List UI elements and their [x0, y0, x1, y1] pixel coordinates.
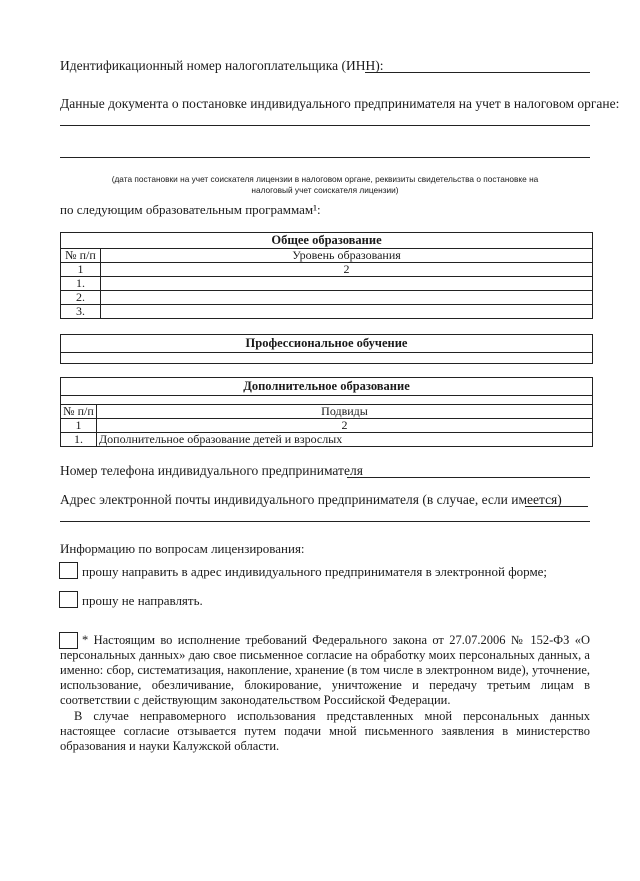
email-label: Адрес электронной почты индивидуального предпринимателя (в случае, если имеется)	[60, 492, 562, 507]
row-number: 1.	[61, 433, 97, 447]
row-value[interactable]: Дополнительное образование детей и взрослых	[97, 433, 593, 447]
registration-note-line-1: (дата постановки на учет соискателя лицензии в налоговом органе, реквизиты свидетельства о постановке на	[111, 174, 539, 184]
send-electronic-checkbox[interactable]	[59, 562, 78, 579]
send-electronic-label: прошу направить в адрес индивидуального предпринимателя в электронной форме;	[82, 564, 548, 579]
column-index: 2	[97, 419, 593, 433]
column-header-number: № п/п	[61, 405, 97, 419]
column-header-level: Уровень образования	[101, 249, 593, 263]
column-index: 1	[61, 419, 97, 433]
column-index: 1	[61, 263, 101, 277]
licensing-info-label: Информацию по вопросам лицензирования:	[60, 541, 305, 556]
registration-note-line-2: налоговый учет соискателя лицензии)	[251, 185, 399, 195]
column-header-type: Подвиды	[97, 405, 593, 419]
registration-note	[60, 174, 590, 196]
table-row	[61, 305, 593, 319]
row-number: 3.	[61, 305, 101, 319]
email-field[interactable]	[525, 506, 588, 507]
general-education-title: Общее образование	[61, 233, 593, 249]
no-send-label: прошу не направлять.	[82, 593, 203, 608]
registration-field-line-1[interactable]	[60, 125, 590, 126]
row-value[interactable]	[101, 291, 593, 305]
row-value[interactable]	[101, 277, 593, 291]
table-row	[61, 433, 593, 447]
registration-label: Данные документа о постановке индивидуального предпринимателя на учет в налоговом органе:	[60, 96, 620, 111]
consent-paragraph-1: * Настоящим во исполнение требований Федерального закона от 27.07.2006 № 152-ФЗ «О персональных данных» даю свое письменное согласие на обработку моих персональных данных, а именно: сбор, систематизация, накопление, хранение (в том числе в электронном виде), уточнение, использование, обезличивание, блокирование, уничтожение и передачу третьим лицам в соответствии с действующим законодательством Российской Федерации.	[60, 633, 590, 707]
phone-label: Номер телефона индивидуального предпринимателя	[60, 463, 363, 478]
table-row	[61, 277, 593, 291]
row-number: 1.	[61, 277, 101, 291]
inn-field[interactable]	[365, 72, 590, 73]
professional-training-title: Профессиональное обучение	[61, 335, 593, 353]
inn-label: Идентификационный номер налогоплательщика (ИНН):	[60, 58, 384, 73]
registration-field-line-2[interactable]	[60, 157, 590, 158]
row-value[interactable]	[101, 305, 593, 319]
column-header-number: № п/п	[61, 249, 101, 263]
programs-intro: по следующим образовательным программам¹:	[60, 202, 321, 217]
consent-paragraph-2: В случае неправомерного использования представленных мной персональных данных настоящее согласие отзывается путем подачи мной письменного заявления в министерство образования и науки Калужской области.	[60, 709, 590, 753]
table-row	[61, 291, 593, 305]
additional-education-title: Дополнительное образование	[61, 378, 593, 396]
row-number: 2.	[61, 291, 101, 305]
email-field-continuation[interactable]	[60, 521, 590, 522]
professional-training-blank-row[interactable]	[61, 353, 593, 364]
professional-training-table	[60, 334, 593, 364]
additional-education-spacer	[61, 396, 593, 405]
additional-education-table	[60, 377, 593, 447]
column-index: 2	[101, 263, 593, 277]
no-send-checkbox[interactable]	[59, 591, 78, 608]
general-education-table	[60, 232, 593, 319]
phone-field[interactable]	[347, 477, 590, 478]
